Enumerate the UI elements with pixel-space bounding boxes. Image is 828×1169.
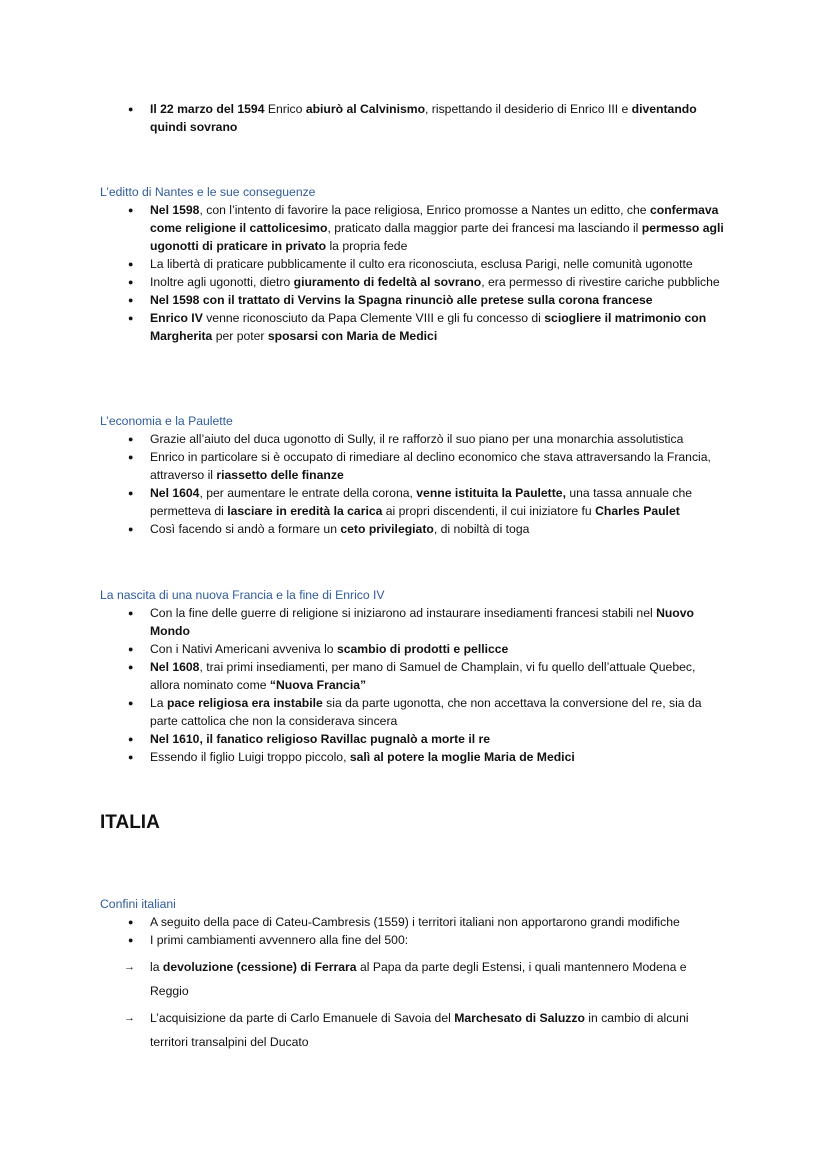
- bold-text: scambio di prodotti e pellicce: [336, 642, 509, 656]
- arrow-item-text: [150, 960, 687, 998]
- section-heading-economia: L’economia e la Paulette: [100, 414, 233, 428]
- bold-text: confermava come religione il cattolicesimo: [150, 203, 719, 235]
- list-item: [150, 730, 722, 748]
- page-title-italia: ITALIA: [100, 812, 160, 833]
- list-item: [150, 448, 720, 484]
- nuova-francia-list: [150, 604, 722, 766]
- bold-text: Nel 1608: [150, 660, 200, 674]
- text-run: Grazie all’aiuto del duca ugonotto di Sully, il re rafforzò il suo piano per una monarchia assolutistica: [150, 432, 684, 446]
- text-run: Inoltre agli ugonotti, dietro: [150, 275, 294, 289]
- bold-text: ceto privilegiato: [340, 522, 434, 536]
- bold-text: abiurò al Calvinismo: [305, 102, 426, 116]
- text-run: , con l’intento di favorire la pace religiosa, Enrico promosse a Nantes un editto, che: [199, 203, 650, 217]
- list-item: [150, 604, 722, 640]
- bold-text: lasciare in eredità la carica: [227, 504, 383, 518]
- text-run: al Papa da parte degli Estensi, i quali mantennero Modena e Reggio: [150, 960, 687, 998]
- text-run: una tassa annuale che permetteva di: [150, 486, 693, 518]
- list-item: [150, 255, 728, 273]
- list-item: [150, 640, 722, 658]
- text-run: Enrico in particolare si è occupato di rimediare al declino economico che stava attraversando la Francia, attraverso il: [150, 450, 711, 482]
- text-run: , trai primi insediamenti, per mano di Samuel de Champlain, vi fu quello dell’attuale Quebec, allora nominato come: [150, 660, 696, 692]
- bold-text: permesso agli ugonotti di praticare in privato: [150, 221, 724, 253]
- arrow-list-item: [124, 955, 710, 1003]
- text-run: , per aumentare le entrate della corona,: [199, 486, 417, 500]
- text-run: La libertà di praticare pubblicamente il culto era riconosciuta, esclusa Parigi, nelle comunità ugonotte: [150, 257, 693, 271]
- bold-text: devoluzione (cessione) di Ferrara: [162, 960, 357, 974]
- bold-text: venne istituita la Paulette,: [416, 486, 566, 500]
- bold-text: Il 22 marzo del 1594: [150, 102, 265, 116]
- bold-text: salì al potere la moglie Maria de Medici: [349, 750, 575, 764]
- text-run: Così facendo si andò a formare un: [150, 522, 341, 536]
- text-run: I primi cambiamenti avvennero alla fine del 500:: [150, 933, 409, 947]
- text-run: Con i Nativi Americani avveniva lo: [150, 642, 337, 656]
- list-item: [150, 100, 725, 136]
- bold-text: Nel 1604: [150, 486, 200, 500]
- text-run: , rispettando il desiderio di Enrico III e: [425, 102, 632, 116]
- confini-list: [150, 913, 725, 949]
- confini-arrow-list: [124, 955, 710, 1054]
- bold-text: sciogliere il matrimonio con Margherita: [150, 311, 707, 343]
- text-run: venne riconosciuto da Papa Clemente VIII e gli fu concesso di: [202, 311, 545, 325]
- text-run: ai propri discendenti, il cui iniziatore fu: [382, 504, 596, 518]
- text-run: , praticato dalla maggior parte dei francesi ma lasciando il: [327, 221, 642, 235]
- list-item: [150, 913, 725, 931]
- list-item: [150, 658, 722, 694]
- section-heading-nantes: L’editto di Nantes e le sue conseguenze: [100, 185, 316, 199]
- list-item: [150, 694, 722, 730]
- text-run: Con la fine delle guerre di religione si iniziarono ad instaurare insediamenti francesi stabili nel: [150, 606, 657, 620]
- bold-text: Marchesato di Saluzzo: [454, 1011, 585, 1025]
- bold-text: “Nuova Francia”: [269, 678, 367, 692]
- bold-text: riassetto delle finanze: [216, 468, 344, 482]
- list-item: [150, 273, 728, 291]
- bold-text: Charles Paulet: [595, 504, 680, 518]
- bold-text: giuramento di fedeltà al sovrano: [293, 275, 482, 289]
- text-run: in cambio di alcuni territori transalpini del Ducato: [150, 1011, 689, 1049]
- text-run: L’acquisizione da parte di Carlo Emanuele di Savoia del: [150, 1011, 455, 1025]
- text-run: per poter: [212, 329, 268, 343]
- text-run: Enrico: [264, 102, 306, 116]
- text-run: , di nobiltà di toga: [433, 522, 530, 536]
- list-item: [150, 931, 725, 949]
- bold-text: Nuovo Mondo: [150, 606, 694, 638]
- list-item: [150, 201, 728, 255]
- text-run: Essendo il figlio Luigi troppo piccolo,: [150, 750, 350, 764]
- arrow-item-text: [150, 1011, 689, 1049]
- arrow-list-item: [124, 1006, 710, 1054]
- list-item: [150, 484, 720, 520]
- list-item: [150, 748, 722, 766]
- text-run: La: [150, 696, 167, 710]
- text-run: A seguito della pace di Cateu-Cambresis (1559) i territori italiani non apportarono grandi modifiche: [150, 915, 680, 929]
- section-heading-nuova-francia: La nascita di una nuova Francia e la fine di Enrico IV: [100, 588, 385, 602]
- arrow-right-icon: →: [124, 1012, 135, 1024]
- text-run: , era permesso di rivestire cariche pubbliche: [481, 275, 720, 289]
- bold-text: Nel 1598: [150, 203, 200, 217]
- section-heading-confini: Confini italiani: [100, 897, 176, 911]
- nantes-list: [150, 201, 728, 345]
- text-run: sia da parte ugonotta, che non accettava la conversione del re, sia da parte cattolica che non la considerava sincera: [150, 696, 702, 728]
- bold-text: Nel 1598 con il trattato di Vervins la Spagna rinunciò alle pretese sulla corona francese: [150, 293, 653, 307]
- intro-list: [150, 100, 725, 136]
- text-run: la propria fede: [326, 239, 408, 253]
- bold-text: Enrico IV: [150, 311, 203, 325]
- bold-text: Nel 1610, il fanatico religioso Ravillac pugnalò a morte il re: [150, 732, 491, 746]
- arrow-right-icon: →: [124, 961, 135, 973]
- text-run: la: [150, 960, 163, 974]
- list-item: [150, 430, 720, 448]
- list-item: [150, 309, 728, 345]
- bold-text: diventando quindi sovrano: [150, 102, 697, 134]
- economia-list: [150, 430, 720, 538]
- list-item: [150, 291, 728, 309]
- bold-text: pace religiosa era instabile: [166, 696, 323, 710]
- list-item: [150, 520, 720, 538]
- bold-text: sposarsi con Maria de Medici: [267, 329, 438, 343]
